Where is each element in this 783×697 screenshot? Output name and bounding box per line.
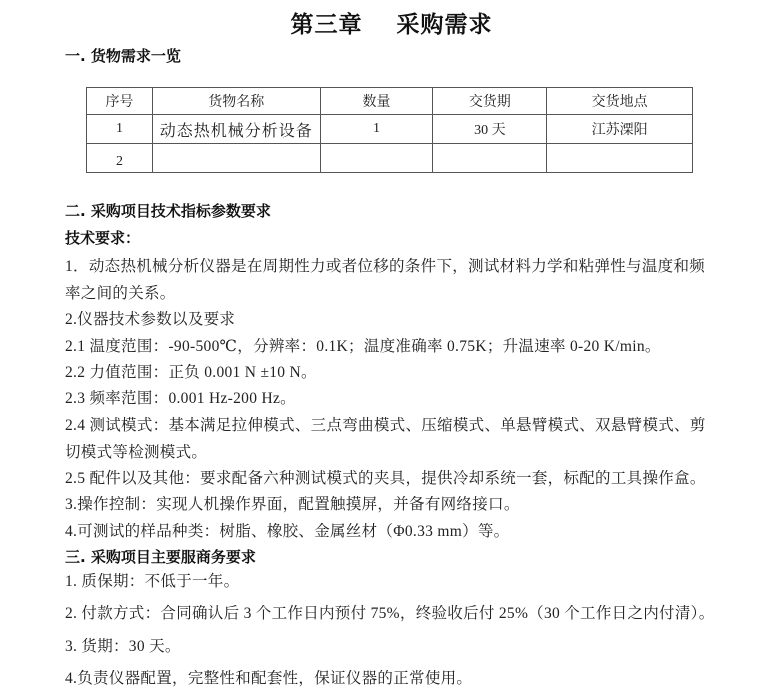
table-row (87, 144, 693, 173)
business-line-2: 2. 付款方式：合同确认后 3 个工作日内预付 75%，终验收后付 25%（30 个工作日之内付清）。 (65, 605, 715, 622)
cell-delivery-location: 江苏溧阳 (547, 115, 693, 144)
table-row (87, 115, 693, 144)
business-line-1: 1. 质保期：不低于一年。 (65, 573, 240, 590)
tech-line-3: 3.操作控制：实现人机操作界面，配置触摸屏，并备有网络接口。 (65, 496, 520, 513)
section-2-heading: 二. 采购项目技术指标参数要求 (65, 202, 271, 220)
cell-quantity (320, 144, 433, 173)
chapter-title (0, 6, 783, 39)
cell-delivery-period (433, 144, 547, 173)
tech-line-4: 4.可测试的样品种类：树脂、橡胶、金属丝材（Φ0.33 mm）等。 (65, 523, 510, 540)
tech-line-1-cont: 率之间的关系。 (65, 285, 176, 302)
goods-table (86, 87, 693, 173)
tech-requirements-subheading: 技术要求： (65, 229, 141, 247)
section-1-heading: 一. 货物需求一览 (65, 47, 181, 65)
tech-line-2: 2.仪器技术参数以及要求 (65, 311, 236, 328)
chapter-name: 采购需求 (396, 12, 493, 38)
cell-quantity: 1 (320, 115, 433, 144)
table-header-row (87, 88, 693, 115)
tech-line-2-2: 2.2 力值范围：正负 0.001 N ±10 N。 (65, 364, 317, 381)
col-header-delivery-period: 交货期 (433, 88, 547, 115)
cell-delivery-location (547, 144, 693, 173)
tech-line-1: 1．动态热机械分析仪器是在周期性力或者位移的条件下，测试材料力学和粘弹性与温度和频 (65, 258, 706, 275)
tech-line-2-4-cont: 切模式等检测模式。 (65, 444, 208, 461)
col-header-index: 序号 (87, 88, 153, 115)
business-line-4: 4.负责仪器配置，完整性和配套性，保证仪器的正常使用。 (65, 670, 473, 687)
col-header-delivery-location: 交货地点 (547, 88, 693, 115)
cell-index: 2 (87, 144, 153, 173)
tech-line-2-5: 2.5 配件以及其他：要求配备六种测试模式的夹具，提供冷却系统一套，标配的工具操作盒。 (65, 470, 706, 487)
cell-goods-name (152, 144, 320, 173)
chapter-number: 第三章 (290, 12, 363, 38)
cell-index: 1 (87, 115, 153, 144)
section-3-heading: 三. 采购项目主要服商务要求 (65, 548, 256, 566)
cell-goods-name: 动态热机械分析设备 (152, 115, 320, 144)
tech-line-2-4: 2.4 测试模式：基本满足拉伸模式、三点弯曲模式、压缩模式、单悬臂模式、双悬臂模式、剪 (65, 417, 706, 434)
col-header-goods-name: 货物名称 (152, 88, 320, 115)
col-header-quantity: 数量 (320, 88, 433, 115)
business-line-3: 3. 货期：30 天。 (65, 638, 181, 655)
tech-line-2-1: 2.1 温度范围：-90-500℃，分辨率：0.1K；温度准确率 0.75K；升温速率 0-20 K/min。 (65, 338, 661, 355)
tech-line-2-3: 2.3 频率范围：0.001 Hz-200 Hz。 (65, 390, 296, 407)
cell-delivery-period: 30 天 (433, 115, 547, 144)
